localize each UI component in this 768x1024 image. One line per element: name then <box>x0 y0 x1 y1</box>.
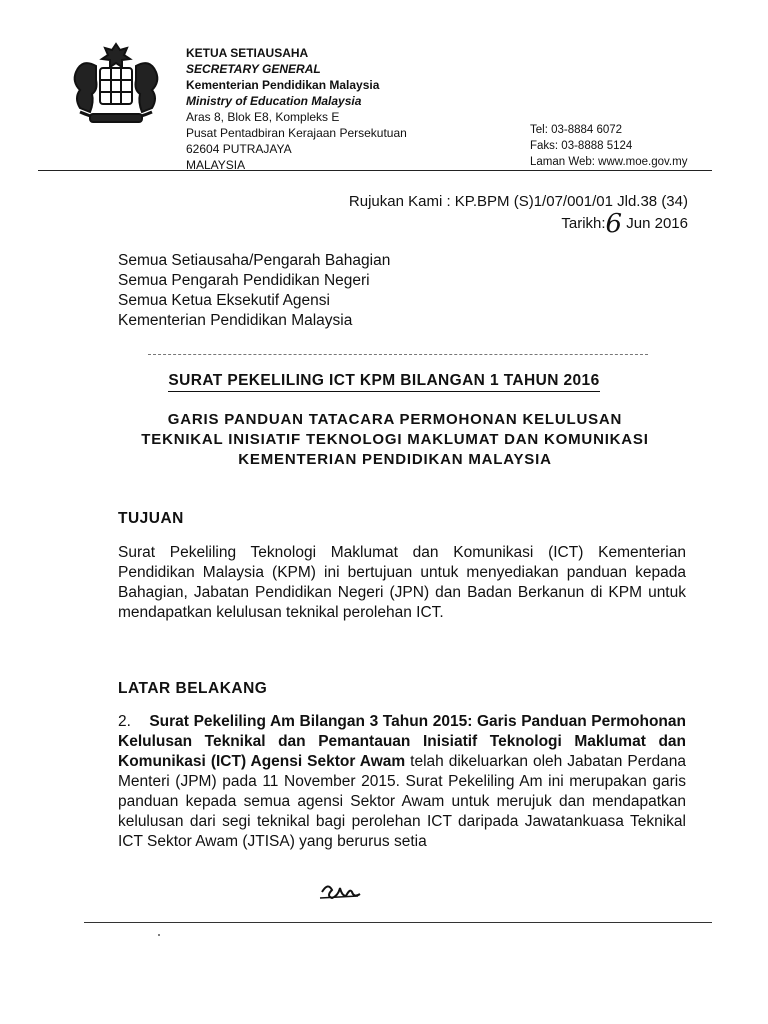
footer-divider <box>84 922 712 923</box>
fax: Faks: 03-8888 5124 <box>530 140 633 152</box>
ministry-en: Ministry of Education Malaysia <box>186 94 362 108</box>
background-paragraph <box>118 712 686 852</box>
website: Laman Web: www.moe.gov.my <box>530 156 688 168</box>
ministry-ms: Kementerian Pendidikan Malaysia <box>186 78 380 92</box>
address-line: MALAYSIA <box>186 158 246 172</box>
scan-speck <box>158 934 160 936</box>
recipient-line: Semua Pengarah Pendidikan Negeri <box>118 272 370 289</box>
address-line: Aras 8, Blok E8, Kompleks E <box>186 110 340 124</box>
letterhead <box>186 45 446 173</box>
recipient-line: Semua Ketua Eksekutif Agensi <box>118 292 330 309</box>
background-text: telah dikeluarkan oleh Jabatan Perdana Menteri (JPM) pada 11 November 2015. Surat Pekeliling Am ini merupakan garis panduan kepada semua agensi Sektor Awam untuk merujuk dan mendapatkan kelulusan dari segi teknikal bagi perolehan ICT daripada Jawatankuasa Teknikal ICT Sektor Awam (JTISA) yang berurus setia <box>118 753 686 850</box>
recipient-line: Kementerian Pendidikan Malaysia <box>118 312 353 329</box>
recipients <box>118 251 390 331</box>
header-divider <box>38 170 712 171</box>
subject-line: TEKNIKAL INISIATIF TEKNOLOGI MAKLUMAT DAN KOMUNIKASI <box>141 431 649 448</box>
contact-info <box>530 122 730 170</box>
phone: Tel: 03-8884 6072 <box>530 124 623 136</box>
separator <box>148 354 648 355</box>
date-day: 6 <box>605 209 623 239</box>
section-heading-background: LATAR BELAKANG <box>118 680 268 697</box>
section-heading-purpose: TUJUAN <box>118 510 184 527</box>
initials-signature <box>318 876 362 902</box>
purpose-paragraph: Surat Pekeliling Teknologi Maklumat dan Komunikasi (ICT) Kementerian Pendidikan Malaysia (KPM) ini bertujuan untuk menyediakan panduan kepada Bahagian, Jabatan Pendidikan Negeri (JPN) dan Badan Berkanun di KPM untuk mendapatkan kelulusan teknikal perolehan ICT. <box>118 544 686 621</box>
subject <box>100 410 690 470</box>
malaysia-coat-of-arms-icon <box>66 40 166 130</box>
circular-title <box>0 372 768 390</box>
paragraph-number: 2. <box>118 713 131 730</box>
date-label: Tarikh: <box>561 215 606 232</box>
subject-line: KEMENTERIAN PENDIDIKAN MALAYSIA <box>238 451 552 468</box>
subject-line: GARIS PANDUAN TATACARA PERMOHONAN KELULUSAN <box>167 411 623 428</box>
circular-title-text: SURAT PEKELILING ICT KPM BILANGAN 1 TAHUN 2016 <box>168 372 599 392</box>
date-line <box>561 209 688 239</box>
circular-reference: Surat Pekeliling Am Bilangan 3 Tahun 2015: Garis Panduan Permohonan Kelulusan Teknikal dan Pemantauan Inisiatif Teknologi Maklumat dan Komunikasi (ICT) Agensi Sektor Awam <box>118 713 686 770</box>
address-line: Pusat Pentadbiran Kerajaan Persekutuan <box>186 126 407 140</box>
date-month-year: Jun 2016 <box>626 215 688 232</box>
recipient-line: Semua Setiausaha/Pengarah Bahagian <box>118 252 391 269</box>
title-en: SECRETARY GENERAL <box>186 62 321 76</box>
reference-line: Rujukan Kami : KP.BPM (S)1/07/001/01 Jld.38 (34) <box>348 193 688 210</box>
address-line: 62604 PUTRAJAYA <box>186 142 292 156</box>
title-ms: KETUA SETIAUSAHA <box>186 46 309 60</box>
